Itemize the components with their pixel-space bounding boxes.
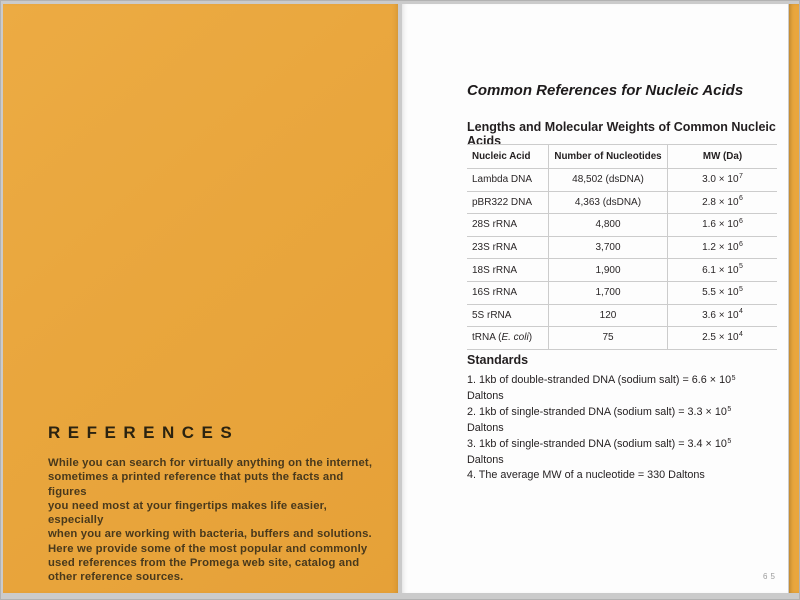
page-number: 65 — [763, 572, 778, 581]
table-row — [467, 214, 777, 237]
cell-nucleic-acid: 16S rRNA — [472, 287, 518, 299]
paragraph-line: when you are working with bacteria, buffers and solutions. — [48, 528, 372, 541]
col-header-mw-da: MW (Da) — [667, 145, 777, 168]
next-page-edge — [789, 4, 800, 593]
cell-number-of-nucleotides: 75 — [548, 327, 667, 349]
cell-number-of-nucleotides: 1,900 — [548, 259, 667, 281]
paragraph-line: While you can search for virtually anything on the internet, — [48, 457, 373, 469]
standards-item: 2. 1kb of single-stranded DNA (sodium salt) = $3.3 \times 10^5$ Daltons — [467, 405, 732, 435]
section-title: Common References for Nucleic Acids — [467, 82, 744, 99]
cell-number-of-nucleotides: 3,700 — [548, 237, 667, 259]
cell-mw: 6.1 × 10 5 — [667, 259, 777, 281]
cell-number-of-nucleotides: 1,700 — [548, 282, 667, 304]
cell-number-of-nucleotides: 48,502 (dsDNA) — [548, 169, 667, 191]
left-page — [3, 4, 398, 593]
cell-mw: 2.5 × 10 4 — [667, 327, 777, 349]
table-row — [467, 282, 777, 305]
standards-item: 1. 1kb of double-stranded DNA (sodium salt) = $6.6 \times 10^5$ Daltons — [467, 374, 736, 403]
cell-mw: 5.5 × 10 5 — [667, 282, 777, 304]
cell-nucleic-acid: tRNA ( E. coli ) — [472, 332, 533, 344]
right-page — [402, 4, 788, 593]
table-row — [467, 169, 777, 192]
references-title: REFERENCES — [48, 423, 240, 442]
cell-nucleic-acid: 18S rRNA — [472, 264, 518, 276]
table-row — [467, 259, 777, 282]
cell-number-of-nucleotides: 4,363 (dsDNA) — [548, 192, 667, 214]
cell-nucleic-acid: 23S rRNA — [472, 242, 518, 254]
cell-mw: 1.6 × 10 6 — [667, 214, 777, 236]
table-body — [467, 169, 777, 350]
paragraph-line: other reference sources. — [48, 571, 184, 584]
table-header-row — [467, 145, 777, 169]
cell-number-of-nucleotides: 120 — [548, 305, 667, 327]
table-title: Lengths and Molecular Weights of Common Nucleic Acids — [467, 120, 776, 148]
cell-nucleic-acid: Lambda DNA — [472, 174, 533, 186]
standards-item: 4. The average MW of a nucleotide = 330 Daltons — [467, 469, 705, 482]
cell-mw: 1.2 × 10 6 — [667, 237, 777, 259]
cell-nucleic-acid: 28S rRNA — [472, 219, 518, 231]
cell-nucleic-acid: pBR322 DNA — [472, 196, 533, 208]
nucleic-acids-table — [467, 144, 777, 350]
col-header-nucleic-acid: Nucleic Acid — [472, 151, 531, 162]
paragraph-line: Here we provide some of the most popular and commonly — [48, 542, 368, 555]
paragraph-line: sometimes a printed reference that puts the facts and figures — [48, 471, 344, 498]
cell-mw: 3.0 × 10 7 — [667, 169, 777, 191]
paragraph-line: used references from the Promega web site, catalog and — [48, 557, 360, 570]
table-row — [467, 327, 777, 350]
standards-list — [467, 373, 767, 484]
table-row — [467, 305, 777, 328]
paragraph-line: you need most at your fingertips makes life easier, especially — [48, 499, 327, 527]
table-row — [467, 237, 777, 260]
cell-number-of-nucleotides: 4,800 — [548, 214, 667, 236]
col-header-number-of-nucleotides: Number of Nucleotides — [548, 145, 667, 168]
cell-mw: 3.6 × 10 4 — [667, 305, 777, 327]
cell-nucleic-acid: 5S rRNA — [472, 309, 512, 321]
standards-title: Standards — [467, 353, 529, 367]
intro-paragraph — [48, 456, 378, 585]
cell-mw: 2.8 × 10 6 — [667, 192, 777, 214]
table-row — [467, 192, 777, 215]
standards-item: 3. 1kb of single-stranded DNA (sodium salt) = $3.4 \times 10^5$ Daltons — [467, 437, 732, 467]
